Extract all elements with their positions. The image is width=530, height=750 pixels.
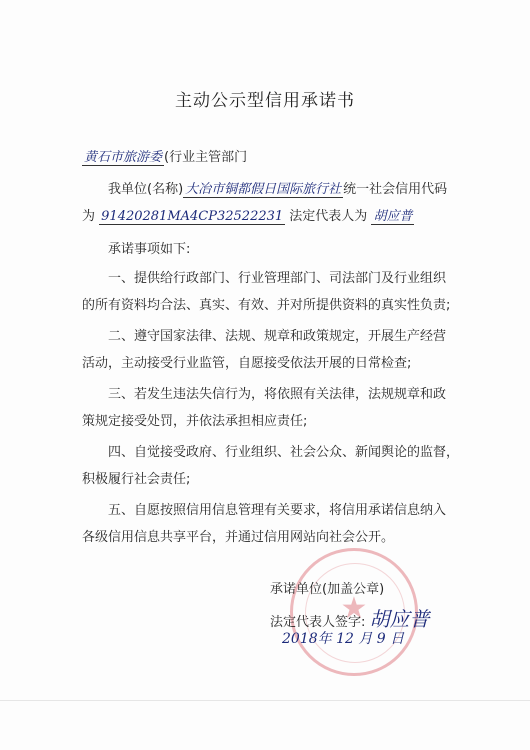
intro-line-2 <box>82 205 414 224</box>
signature: 胡应普 <box>369 607 430 631</box>
signoff-date: 2018年 12 月 9 日 <box>282 631 405 647</box>
page-title: 主动公示型信用承诺书 <box>175 91 355 111</box>
seal-star-icon: ★ <box>340 591 368 626</box>
code-prefix: 为 <box>82 209 96 224</box>
recipient-handwritten: 黄石市旅游委 <box>84 150 163 165</box>
signoff-unit-label: 承诺单位(加盖公章) <box>270 582 385 597</box>
commitments-heading: 承诺事项如下: <box>108 242 191 257</box>
recipient-printed: (行业主管部门 <box>164 150 248 165</box>
company-name-field: 大冶市铜都假日国际旅行社 <box>185 182 342 197</box>
item-2-line-1: 二、遵守国家法律、法规、规章和政策规定，开展生产经营 <box>108 329 447 344</box>
item-4-line-1: 四、自觉接受政府、行业组织、社会公众、新闻舆论的监督， <box>108 445 460 460</box>
item-4-line-2: 积极履行社会责任; <box>82 472 191 487</box>
intro-line-1 <box>108 178 447 197</box>
intro-suffix: 统一社会信用代码 <box>343 182 448 197</box>
recipient-line <box>82 146 247 165</box>
intro-prefix: 我单位(名称) <box>108 182 184 197</box>
item-5-line-1: 五、自愿按照信用信息管理有关要求，将信用承诺信息纳入 <box>108 503 447 518</box>
item-2-line-2: 活动，主动接受行业监管，自愿接受依法开展的日常检查; <box>82 356 412 371</box>
rep-name-field: 胡应普 <box>373 209 413 224</box>
scan-edge-divider <box>0 700 530 701</box>
item-3-line-1: 三、若发生违法失信行为，将依照有关法律，法规规章和政 <box>108 387 447 402</box>
credit-code-field: 91420281MA4CP32522231 <box>101 209 284 224</box>
item-1-line-1: 一、提供给行政部门、行业管理部门、司法部门及行业组织 <box>108 271 447 286</box>
item-3-line-2: 策规定接受处罚，并依法承担相应责任; <box>82 414 308 429</box>
signoff-rep-label: 法定代表人签字: <box>270 615 366 630</box>
rep-label: 法定代表人为 <box>289 209 368 224</box>
item-5-line-2: 各级信用信息共享平台，并通过信用网站向社会公开。 <box>82 530 395 545</box>
item-1-line-2: 的所有资料均合法、真实、有效、并对所提供资料的真实性负责; <box>82 298 451 313</box>
